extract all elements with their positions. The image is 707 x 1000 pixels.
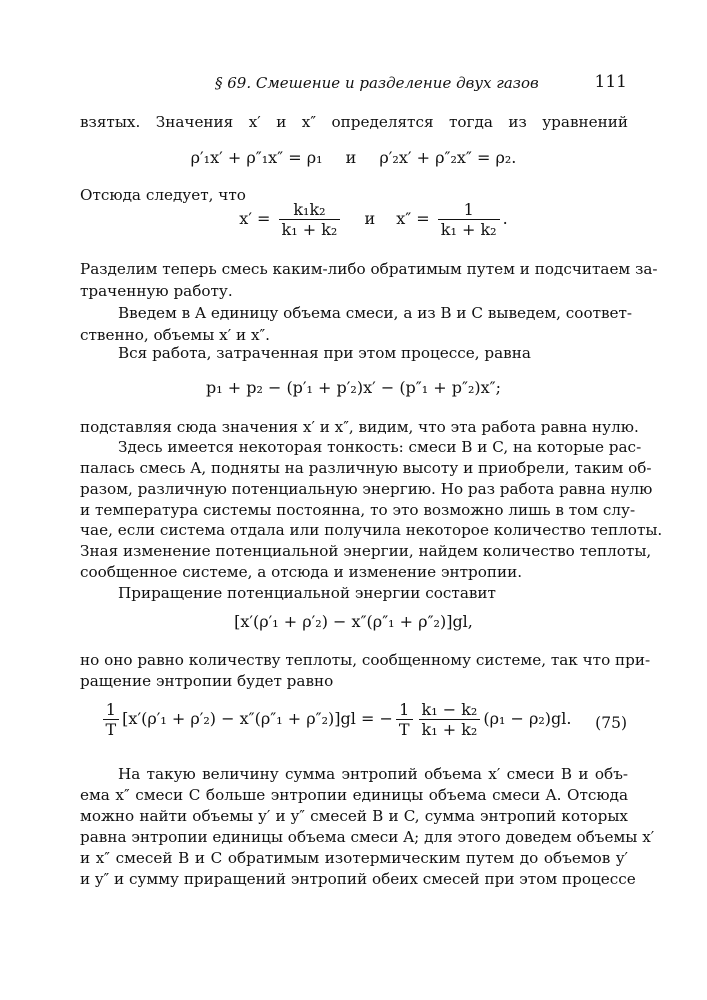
formula-part: (ρ₁ − ρ₂)gl. (483, 709, 572, 728)
numerator: k₁ − k₂ (421, 700, 478, 719)
text-line: Приращение потенциальной энергии составит (118, 584, 496, 602)
text-line: Разделим теперь смесь каким-либо обратимым путем и подсчитаем за- (80, 260, 658, 278)
formula-part: x′ = (239, 209, 271, 228)
page-number: 111 (594, 72, 627, 92)
text-line: Вся работа, затраченная при этом процессе, равна (118, 344, 531, 362)
text-line: равна энтропии единицы объема смеси A; для этого доведем объемы x′ (80, 828, 655, 846)
conjunction: и (364, 209, 376, 228)
numerator: k₁k₂ (293, 200, 326, 219)
text-line: Зная изменение потенциальной энергии, найдем количество теплоты, (80, 542, 652, 560)
formula-part: [x′(ρ′₁ + ρ′₂) − x″(ρ″₁ + ρ″₂)]gl = − (122, 709, 393, 728)
denominator: k₁ + k₂ (419, 719, 481, 739)
equation: ρ′₁x′ + ρ″₁x″ = ρ₁ (190, 148, 323, 167)
text-line: ственно, объемы x′ и x″. (80, 326, 271, 344)
fraction (103, 700, 120, 739)
text-line: Отсюда следует, что (80, 186, 246, 204)
text-line: можно найти объемы y′ и y″ смесей B и C, сумма энтропий которых (80, 807, 628, 825)
entropy-increment-formula (0, 700, 689, 739)
potential-energy-formula: [x′(ρ′₁ + ρ′₂) − x″(ρ″₁ + ρ″₂)]gl, (234, 612, 473, 631)
numerator: 1 (105, 700, 116, 719)
fraction (438, 200, 500, 239)
fraction (419, 700, 481, 739)
text-line: ема x″ смеси C больше энтропии единицы объема смеси A. Отсюда (80, 786, 628, 804)
fraction (279, 200, 341, 239)
text-line: На такую величину сумма энтропий объема x′ смеси B и объ- (118, 765, 628, 783)
formula-part: . (502, 209, 508, 228)
equation: ρ′₂x′ + ρ″₂x″ = ρ₂. (379, 148, 517, 167)
formula-part: x″ = (396, 209, 430, 228)
text-line: взятых. Значения x′ и x″ определятся тогда из уравнений (80, 113, 628, 131)
text-line: и y″ и сумму приращений энтропий обеих смесей при этом процессе (80, 870, 636, 888)
denominator: T (103, 719, 120, 739)
conjunction: и (345, 148, 357, 167)
page-header (0, 74, 707, 98)
running-head: § 69. Смешение и разделение двух газов (215, 74, 539, 92)
numerator: 1 (463, 200, 474, 219)
denominator: k₁ + k₂ (438, 219, 500, 239)
solution-formula (20, 200, 707, 239)
text-line: и x″ смесей B и C обратимым изотермическим путем до объемов y′ (80, 849, 628, 867)
text-line: сообщенное системе, а отсюда и изменение энтропии. (80, 563, 523, 581)
text-line: Введем в A единицу объема смеси, а из B и C выведем, соответ- (118, 304, 633, 322)
text-line: но оно равно количеству теплоты, сообщенному системе, так что при- (80, 651, 651, 669)
text-line: разом, различную потенциальную энергию. Но раз работа равна нулю (80, 480, 653, 498)
equation-system (0, 148, 707, 167)
fraction (396, 700, 413, 739)
text-line: Здесь имеется некоторая тонкость: смеси B и C, на которые рас- (118, 438, 642, 456)
equation-number: (75) (595, 714, 627, 732)
text-line: и температура системы постоянна, то это возможно лишь в том слу- (80, 501, 636, 519)
text-line: подставляя сюда значения x′ и x″, видим, что эта работа равна нулю. (80, 418, 639, 436)
text-line: траченную работу. (80, 282, 233, 300)
text-line: ращение энтропии будет равно (80, 672, 334, 690)
numerator: 1 (399, 700, 410, 719)
text-line: чае, если система отдала или получила некоторое количество теплоты. (80, 521, 663, 539)
text-line: палась смесь A, подняты на различную высоту и приобрели, таким об- (80, 459, 652, 477)
denominator: T (396, 719, 413, 739)
denominator: k₁ + k₂ (279, 219, 341, 239)
work-formula: p₁ + p₂ − (p′₁ + p′₂)x′ − (p″₁ + p″₂)x″; (205, 378, 502, 397)
